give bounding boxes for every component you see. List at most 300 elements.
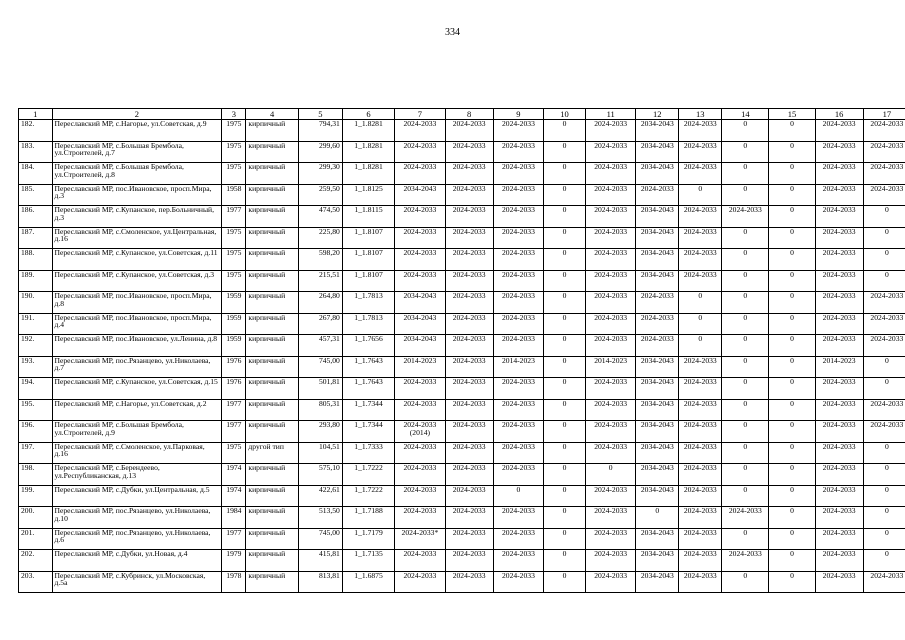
period-17-cell: 2024-2033 bbox=[863, 421, 905, 443]
column-header: 11 bbox=[586, 109, 636, 120]
year-built-cell: 1984 bbox=[222, 507, 246, 529]
period-8-cell: 2024-2033 bbox=[445, 571, 493, 593]
table-row bbox=[19, 120, 905, 142]
period-10-cell: 0 bbox=[544, 421, 586, 443]
period-15-cell: 0 bbox=[769, 313, 815, 335]
period-8-cell: 2024-2033 bbox=[445, 485, 493, 507]
period-12-cell: 2034-2043 bbox=[636, 528, 679, 550]
period-10-cell: 0 bbox=[544, 335, 586, 357]
period-17-cell: 0 bbox=[863, 227, 905, 249]
table-row bbox=[19, 485, 905, 507]
period-8-cell: 2024-2033 bbox=[445, 120, 493, 142]
period-10-cell: 0 bbox=[544, 399, 586, 421]
period-10-cell: 0 bbox=[544, 184, 586, 206]
table-row bbox=[19, 442, 905, 464]
wall-material-cell: кирпичный bbox=[246, 421, 298, 443]
address-cell: Переславский МР, с.Купанское, пер.Больничный, д.3 bbox=[52, 206, 222, 228]
period-16-cell: 2024-2033 bbox=[815, 399, 863, 421]
period-14-cell: 0 bbox=[722, 184, 769, 206]
period-7-cell: 2024-2033 bbox=[395, 141, 445, 163]
period-10-cell: 0 bbox=[544, 227, 586, 249]
period-8-cell: 2024-2033 bbox=[445, 141, 493, 163]
id-code-cell: 1_1.7656 bbox=[342, 335, 394, 357]
period-14-cell: 0 bbox=[722, 120, 769, 142]
table-row bbox=[19, 571, 905, 593]
period-8-cell: 2024-2033 bbox=[445, 313, 493, 335]
period-8-cell: 2024-2033 bbox=[445, 550, 493, 572]
period-11-cell: 2024-2033 bbox=[586, 442, 636, 464]
id-code-cell: 1_1.8281 bbox=[342, 120, 394, 142]
area-cell: 805,31 bbox=[298, 399, 342, 421]
column-header: 12 bbox=[636, 109, 679, 120]
year-built-cell: 1977 bbox=[222, 528, 246, 550]
period-16-cell: 2024-2033 bbox=[815, 227, 863, 249]
address-cell: Переславский МР, с.Дубки, ул.Центральная, д.5 bbox=[52, 485, 222, 507]
id-code-cell: 1_1.7188 bbox=[342, 507, 394, 529]
period-8-cell: 2024-2033 bbox=[445, 442, 493, 464]
row-number-cell: 200. bbox=[19, 507, 53, 529]
period-11-cell: 2024-2033 bbox=[586, 507, 636, 529]
period-17-cell: 2024-2033 bbox=[863, 141, 905, 163]
period-17-cell: 0 bbox=[863, 464, 905, 486]
period-12-cell: 2034-2043 bbox=[636, 141, 679, 163]
page-number: 334 bbox=[445, 27, 460, 38]
period-9-cell: 2024-2033 bbox=[493, 163, 543, 185]
period-10-cell: 0 bbox=[544, 528, 586, 550]
period-7-cell: 2034-2043 bbox=[395, 313, 445, 335]
id-code-cell: 1_1.7643 bbox=[342, 378, 394, 400]
period-13-cell: 2024-2033 bbox=[679, 421, 722, 443]
period-11-cell: 2024-2033 bbox=[586, 120, 636, 142]
period-17-cell: 0 bbox=[863, 507, 905, 529]
year-built-cell: 1959 bbox=[222, 292, 246, 314]
period-14-cell: 0 bbox=[722, 335, 769, 357]
area-cell: 422,61 bbox=[298, 485, 342, 507]
period-15-cell: 0 bbox=[769, 378, 815, 400]
period-13-cell: 2024-2033 bbox=[679, 442, 722, 464]
period-13-cell: 2024-2033 bbox=[679, 163, 722, 185]
period-16-cell: 2024-2033 bbox=[815, 249, 863, 271]
year-built-cell: 1978 bbox=[222, 571, 246, 593]
period-17-cell: 2024-2033 bbox=[863, 571, 905, 593]
table-row bbox=[19, 206, 905, 228]
period-17-cell: 0 bbox=[863, 550, 905, 572]
period-14-cell: 2024-2033 bbox=[722, 507, 769, 529]
period-9-cell: 2024-2033 bbox=[493, 249, 543, 271]
period-16-cell: 2024-2033 bbox=[815, 507, 863, 529]
table-row bbox=[19, 141, 905, 163]
column-header: 2 bbox=[52, 109, 222, 120]
period-15-cell: 0 bbox=[769, 550, 815, 572]
period-11-cell: 2024-2033 bbox=[586, 399, 636, 421]
id-code-cell: 1_1.7222 bbox=[342, 464, 394, 486]
period-9-cell: 2024-2033 bbox=[493, 464, 543, 486]
year-built-cell: 1975 bbox=[222, 442, 246, 464]
period-14-cell: 0 bbox=[722, 485, 769, 507]
column-header: 8 bbox=[445, 109, 493, 120]
wall-material-cell: кирпичный bbox=[246, 485, 298, 507]
area-cell: 794,31 bbox=[298, 120, 342, 142]
table-row bbox=[19, 421, 905, 443]
period-13-cell: 2024-2033 bbox=[679, 507, 722, 529]
id-code-cell: 1_1.8115 bbox=[342, 206, 394, 228]
year-built-cell: 1975 bbox=[222, 270, 246, 292]
row-number-cell: 194. bbox=[19, 378, 53, 400]
period-9-cell: 2024-2033 bbox=[493, 571, 543, 593]
period-11-cell: 2024-2033 bbox=[586, 421, 636, 443]
row-number-cell: 193. bbox=[19, 356, 53, 378]
period-10-cell: 0 bbox=[544, 206, 586, 228]
period-17-cell: 2024-2033 bbox=[863, 399, 905, 421]
period-13-cell: 2024-2033 bbox=[679, 528, 722, 550]
address-cell: Переславский МР, с.Дубки, ул.Новая, д.4 bbox=[52, 550, 222, 572]
period-8-cell: 2024-2033 bbox=[445, 378, 493, 400]
table-row bbox=[19, 528, 905, 550]
wall-material-cell: кирпичный bbox=[246, 206, 298, 228]
period-10-cell: 0 bbox=[544, 507, 586, 529]
column-header: 6 bbox=[342, 109, 394, 120]
table-row bbox=[19, 184, 905, 206]
period-10-cell: 0 bbox=[544, 120, 586, 142]
period-17-cell: 0 bbox=[863, 270, 905, 292]
period-16-cell: 2024-2033 bbox=[815, 528, 863, 550]
id-code-cell: 1_1.8107 bbox=[342, 249, 394, 271]
period-7-cell: 2024-2033 bbox=[395, 163, 445, 185]
period-10-cell: 0 bbox=[544, 249, 586, 271]
period-16-cell: 2024-2033 bbox=[815, 313, 863, 335]
wall-material-cell: кирпичный bbox=[246, 571, 298, 593]
period-12-cell: 2034-2043 bbox=[636, 163, 679, 185]
period-9-cell: 2014-2023 bbox=[493, 356, 543, 378]
column-header: 15 bbox=[769, 109, 815, 120]
column-header: 1 bbox=[19, 109, 53, 120]
period-14-cell: 0 bbox=[722, 313, 769, 335]
period-7-cell: 2024-2033 bbox=[395, 442, 445, 464]
period-9-cell: 2024-2033 bbox=[493, 313, 543, 335]
period-17-cell: 0 bbox=[863, 249, 905, 271]
area-cell: 745,00 bbox=[298, 528, 342, 550]
id-code-cell: 1_1.7643 bbox=[342, 356, 394, 378]
period-15-cell: 0 bbox=[769, 249, 815, 271]
wall-material-cell: кирпичный bbox=[246, 249, 298, 271]
period-14-cell: 0 bbox=[722, 163, 769, 185]
period-17-cell: 0 bbox=[863, 206, 905, 228]
table-row bbox=[19, 464, 905, 486]
table-row bbox=[19, 292, 905, 314]
id-code-cell: 1_1.7813 bbox=[342, 292, 394, 314]
id-code-cell: 1_1.7344 bbox=[342, 421, 394, 443]
period-16-cell: 2024-2033 bbox=[815, 335, 863, 357]
period-8-cell: 2024-2033 bbox=[445, 421, 493, 443]
period-11-cell: 2024-2033 bbox=[586, 184, 636, 206]
housing-register-table bbox=[18, 108, 905, 593]
row-number-cell: 184. bbox=[19, 163, 53, 185]
period-7-cell: 2024-2033 bbox=[395, 507, 445, 529]
area-cell: 225,80 bbox=[298, 227, 342, 249]
period-7-cell: 2024-2033* bbox=[395, 528, 445, 550]
period-12-cell: 2034-2043 bbox=[636, 442, 679, 464]
period-14-cell: 0 bbox=[722, 270, 769, 292]
period-10-cell: 0 bbox=[544, 141, 586, 163]
year-built-cell: 1958 bbox=[222, 184, 246, 206]
period-14-cell: 0 bbox=[722, 442, 769, 464]
period-11-cell: 2024-2033 bbox=[586, 270, 636, 292]
period-13-cell: 2024-2033 bbox=[679, 120, 722, 142]
period-12-cell: 2034-2043 bbox=[636, 399, 679, 421]
period-15-cell: 0 bbox=[769, 356, 815, 378]
wall-material-cell: кирпичный bbox=[246, 378, 298, 400]
period-10-cell: 0 bbox=[544, 292, 586, 314]
period-8-cell: 2024-2033 bbox=[445, 335, 493, 357]
period-10-cell: 0 bbox=[544, 378, 586, 400]
period-8-cell: 2024-2033 bbox=[445, 163, 493, 185]
year-built-cell: 1975 bbox=[222, 227, 246, 249]
area-cell: 598,20 bbox=[298, 249, 342, 271]
period-13-cell: 2024-2033 bbox=[679, 464, 722, 486]
period-16-cell: 2024-2033 bbox=[815, 270, 863, 292]
wall-material-cell: кирпичный bbox=[246, 335, 298, 357]
table-row bbox=[19, 378, 905, 400]
period-7-cell: 2034-2043 bbox=[395, 292, 445, 314]
period-15-cell: 0 bbox=[769, 163, 815, 185]
year-built-cell: 1979 bbox=[222, 550, 246, 572]
wall-material-cell: кирпичный bbox=[246, 313, 298, 335]
period-12-cell: 2024-2033 bbox=[636, 184, 679, 206]
period-15-cell: 0 bbox=[769, 421, 815, 443]
address-cell: Переславский МР, с.Купанское, ул.Советская, д.15 bbox=[52, 378, 222, 400]
period-14-cell: 0 bbox=[722, 571, 769, 593]
row-number-cell: 188. bbox=[19, 249, 53, 271]
period-17-cell: 0 bbox=[863, 356, 905, 378]
period-17-cell: 0 bbox=[863, 378, 905, 400]
period-15-cell: 0 bbox=[769, 485, 815, 507]
period-10-cell: 0 bbox=[544, 313, 586, 335]
row-number-cell: 186. bbox=[19, 206, 53, 228]
column-header: 4 bbox=[246, 109, 298, 120]
period-15-cell: 0 bbox=[769, 292, 815, 314]
area-cell: 501,81 bbox=[298, 378, 342, 400]
wall-material-cell: кирпичный bbox=[246, 356, 298, 378]
period-16-cell: 2024-2033 bbox=[815, 120, 863, 142]
period-17-cell: 2024-2033 bbox=[863, 163, 905, 185]
period-16-cell: 2024-2033 bbox=[815, 184, 863, 206]
period-13-cell: 2024-2033 bbox=[679, 571, 722, 593]
period-13-cell: 2024-2033 bbox=[679, 550, 722, 572]
period-7-cell: 2024-2033 bbox=[395, 270, 445, 292]
area-cell: 474,50 bbox=[298, 206, 342, 228]
period-11-cell: 2024-2033 bbox=[586, 485, 636, 507]
row-number-cell: 202. bbox=[19, 550, 53, 572]
period-9-cell: 2024-2033 bbox=[493, 335, 543, 357]
period-7-cell: 2024-2033 bbox=[395, 571, 445, 593]
table-row bbox=[19, 163, 905, 185]
period-11-cell: 2024-2033 bbox=[586, 571, 636, 593]
area-cell: 264,80 bbox=[298, 292, 342, 314]
period-10-cell: 0 bbox=[544, 356, 586, 378]
period-9-cell: 2024-2033 bbox=[493, 442, 543, 464]
address-cell: Переславский МР, с.Кубринск, ул.Московская, д.5а bbox=[52, 571, 222, 593]
wall-material-cell: кирпичный bbox=[246, 528, 298, 550]
year-built-cell: 1974 bbox=[222, 485, 246, 507]
year-built-cell: 1977 bbox=[222, 206, 246, 228]
period-8-cell: 2024-2033 bbox=[445, 270, 493, 292]
wall-material-cell: кирпичный bbox=[246, 227, 298, 249]
period-16-cell: 2024-2033 bbox=[815, 206, 863, 228]
address-cell: Переславский МР, с.Купанское, ул.Советская, д.3 bbox=[52, 270, 222, 292]
table-row bbox=[19, 249, 905, 271]
id-code-cell: 1_1.7344 bbox=[342, 399, 394, 421]
wall-material-cell: кирпичный bbox=[246, 292, 298, 314]
year-built-cell: 1959 bbox=[222, 313, 246, 335]
period-15-cell: 0 bbox=[769, 442, 815, 464]
period-17-cell: 0 bbox=[863, 442, 905, 464]
column-header: 3 bbox=[222, 109, 246, 120]
year-built-cell: 1974 bbox=[222, 464, 246, 486]
area-cell: 745,00 bbox=[298, 356, 342, 378]
id-code-cell: 1_1.6875 bbox=[342, 571, 394, 593]
area-cell: 293,80 bbox=[298, 421, 342, 443]
id-code-cell: 1_1.8107 bbox=[342, 227, 394, 249]
period-13-cell: 0 bbox=[679, 313, 722, 335]
period-13-cell: 0 bbox=[679, 184, 722, 206]
row-number-cell: 199. bbox=[19, 485, 53, 507]
address-cell: Переславский МР, пос.Рязанцево, ул.Николаева, д.6 bbox=[52, 528, 222, 550]
period-9-cell: 2024-2033 bbox=[493, 292, 543, 314]
period-7-cell: 2014-2023 bbox=[395, 356, 445, 378]
address-cell: Переславский МР, пос.Рязанцево, ул.Николаева, д.10 bbox=[52, 507, 222, 529]
period-15-cell: 0 bbox=[769, 464, 815, 486]
period-14-cell: 0 bbox=[722, 141, 769, 163]
area-cell: 104,51 bbox=[298, 442, 342, 464]
year-built-cell: 1976 bbox=[222, 378, 246, 400]
table-row bbox=[19, 335, 905, 357]
period-15-cell: 0 bbox=[769, 184, 815, 206]
period-16-cell: 2024-2033 bbox=[815, 571, 863, 593]
period-9-cell: 2024-2033 bbox=[493, 507, 543, 529]
period-16-cell: 2024-2033 bbox=[815, 550, 863, 572]
period-16-cell: 2024-2033 bbox=[815, 163, 863, 185]
period-16-cell: 2024-2033 bbox=[815, 141, 863, 163]
period-16-cell: 2024-2033 bbox=[815, 464, 863, 486]
year-built-cell: 1975 bbox=[222, 163, 246, 185]
period-15-cell: 0 bbox=[769, 335, 815, 357]
period-8-cell: 2024-2033 bbox=[445, 206, 493, 228]
period-13-cell: 2024-2033 bbox=[679, 485, 722, 507]
area-cell: 575,10 bbox=[298, 464, 342, 486]
period-16-cell: 2024-2033 bbox=[815, 421, 863, 443]
period-13-cell: 2024-2033 bbox=[679, 270, 722, 292]
period-13-cell: 2024-2033 bbox=[679, 206, 722, 228]
period-11-cell: 2024-2033 bbox=[586, 141, 636, 163]
period-13-cell: 2024-2033 bbox=[679, 249, 722, 271]
period-9-cell: 2024-2033 bbox=[493, 399, 543, 421]
id-code-cell: 1_1.8281 bbox=[342, 163, 394, 185]
row-number-cell: 190. bbox=[19, 292, 53, 314]
period-14-cell: 0 bbox=[722, 227, 769, 249]
period-15-cell: 0 bbox=[769, 528, 815, 550]
area-cell: 415,81 bbox=[298, 550, 342, 572]
wall-material-cell: кирпичный bbox=[246, 141, 298, 163]
address-cell: Переславский МР, с.Нагорье, ул.Советская, д.9 bbox=[52, 120, 222, 142]
period-8-cell: 2024-2033 bbox=[445, 249, 493, 271]
wall-material-cell: кирпичный bbox=[246, 120, 298, 142]
period-11-cell: 2024-2033 bbox=[586, 227, 636, 249]
column-number-row bbox=[19, 109, 905, 120]
period-16-cell: 2024-2033 bbox=[815, 378, 863, 400]
area-cell: 215,51 bbox=[298, 270, 342, 292]
address-cell: Переславский МР, с.Нагорье, ул.Советская, д.2 bbox=[52, 399, 222, 421]
year-built-cell: 1975 bbox=[222, 249, 246, 271]
period-17-cell: 2024-2033 bbox=[863, 292, 905, 314]
period-10-cell: 0 bbox=[544, 550, 586, 572]
wall-material-cell: кирпичный bbox=[246, 550, 298, 572]
address-cell: Переславский МР, пос.Ивановское, просп.Мира, д.8 bbox=[52, 292, 222, 314]
period-9-cell: 2024-2033 bbox=[493, 378, 543, 400]
period-8-cell: 2024-2033 bbox=[445, 227, 493, 249]
period-9-cell: 2024-2033 bbox=[493, 528, 543, 550]
period-13-cell: 2024-2033 bbox=[679, 356, 722, 378]
period-9-cell: 2024-2033 bbox=[493, 270, 543, 292]
period-15-cell: 0 bbox=[769, 571, 815, 593]
row-number-cell: 185. bbox=[19, 184, 53, 206]
wall-material-cell: кирпичный bbox=[246, 184, 298, 206]
period-11-cell: 2024-2033 bbox=[586, 292, 636, 314]
area-cell: 813,81 bbox=[298, 571, 342, 593]
period-9-cell: 2024-2033 bbox=[493, 421, 543, 443]
period-12-cell: 2034-2043 bbox=[636, 378, 679, 400]
id-code-cell: 1_1.7813 bbox=[342, 313, 394, 335]
period-12-cell: 2034-2043 bbox=[636, 249, 679, 271]
column-header: 13 bbox=[679, 109, 722, 120]
year-built-cell: 1976 bbox=[222, 356, 246, 378]
period-7-cell: 2024-2033 bbox=[395, 550, 445, 572]
area-cell: 299,30 bbox=[298, 163, 342, 185]
address-cell: Переславский МР, с.Смоленское, ул.Центральная, д.16 bbox=[52, 227, 222, 249]
period-14-cell: 2024-2033 bbox=[722, 206, 769, 228]
area-cell: 267,80 bbox=[298, 313, 342, 335]
period-11-cell: 2024-2033 bbox=[586, 528, 636, 550]
period-17-cell: 2024-2033 bbox=[863, 184, 905, 206]
address-cell: Переславский МР, с.Берендеево, ул.Республиканская, д.13 bbox=[52, 464, 222, 486]
period-9-cell: 2024-2033 bbox=[493, 120, 543, 142]
period-11-cell: 2024-2033 bbox=[586, 378, 636, 400]
wall-material-cell: кирпичный bbox=[246, 163, 298, 185]
address-cell: Переславский МР, с.Купанское, ул.Советская, д.11 bbox=[52, 249, 222, 271]
period-16-cell: 2024-2033 bbox=[815, 485, 863, 507]
row-number-cell: 197. bbox=[19, 442, 53, 464]
period-17-cell: 2024-2033 bbox=[863, 335, 905, 357]
period-15-cell: 0 bbox=[769, 399, 815, 421]
table-row bbox=[19, 356, 905, 378]
column-header: 9 bbox=[493, 109, 543, 120]
id-code-cell: 1_1.7135 bbox=[342, 550, 394, 572]
period-13-cell: 0 bbox=[679, 292, 722, 314]
period-17-cell: 2024-2033 bbox=[863, 120, 905, 142]
period-16-cell: 2024-2033 bbox=[815, 442, 863, 464]
period-8-cell: 2024-2033 bbox=[445, 464, 493, 486]
period-8-cell: 2024-2033 bbox=[445, 292, 493, 314]
period-10-cell: 0 bbox=[544, 464, 586, 486]
period-10-cell: 0 bbox=[544, 485, 586, 507]
period-12-cell: 2034-2043 bbox=[636, 120, 679, 142]
row-number-cell: 203. bbox=[19, 571, 53, 593]
period-12-cell: 2034-2043 bbox=[636, 421, 679, 443]
period-17-cell: 2024-2033 bbox=[863, 313, 905, 335]
area-cell: 513,50 bbox=[298, 507, 342, 529]
period-13-cell: 0 bbox=[679, 335, 722, 357]
period-11-cell: 2024-2033 bbox=[586, 163, 636, 185]
period-12-cell: 0 bbox=[636, 507, 679, 529]
